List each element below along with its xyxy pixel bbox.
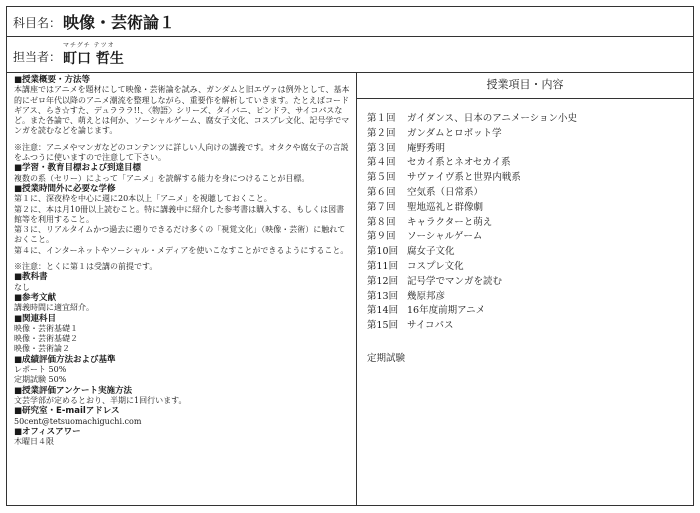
section-text: 講義時間に適宜紹介。	[14, 303, 94, 313]
schedule-item	[367, 216, 693, 231]
session-number: 第８回	[367, 216, 396, 228]
session-number: 第５回	[367, 172, 396, 184]
session-topic: セカイ系とネオセカイ系	[407, 157, 511, 169]
session-topic: サヴァイヴ系と世界内戦系	[407, 172, 521, 184]
section-heading: ■研究室・E-mailアドレス	[14, 406, 120, 417]
syllabus-sheet	[6, 6, 694, 506]
section-text: ※注意：アニメやマンガなどのコンテンツに詳しい人向けの講義です。オタクや腐女子の言説をふつうに使いますので注意して下さい。	[14, 142, 349, 163]
session-topic: 16年度前期アニメ	[407, 305, 486, 317]
section-text: 映像・芸術基礎２	[14, 334, 78, 344]
session-number: 第12回	[367, 275, 399, 287]
session-number: 第10回	[367, 246, 399, 258]
schedule-item	[367, 230, 693, 245]
session-topic: ガイダンス、日本のアニメーション小史	[407, 113, 577, 124]
schedule-item	[367, 260, 693, 275]
session-number: 第２回	[367, 127, 396, 139]
schedule-item	[367, 156, 693, 171]
section-text: 第４に、インターネットやソーシャル・メディアを使いこなすことができるようにすること。	[14, 245, 349, 255]
section-heading: ■オフィスアワー	[14, 426, 81, 437]
schedule-column	[357, 72, 693, 505]
session-topic: コスプレ文化	[407, 260, 464, 272]
session-number: 第１回	[367, 113, 396, 124]
section-text: なし	[14, 282, 30, 292]
section-text: 50cent@tetsuomachiguchi.com	[14, 416, 142, 426]
section-heading: ■教科書	[14, 272, 48, 283]
session-topic: 腐女子文化	[407, 246, 455, 258]
schedule-item	[367, 186, 693, 201]
teacher-label: 担当者：	[13, 50, 62, 64]
section-heading: ■成績評価方法および基準	[14, 354, 116, 365]
section-heading: ■関連科目	[14, 313, 57, 324]
session-topic: ソーシャルゲーム	[407, 231, 483, 243]
teacher-name: 町口 哲生	[63, 51, 124, 67]
section-heading: ■参考文献	[14, 292, 57, 303]
schedule-item	[367, 275, 693, 290]
schedule-heading: 授業項目・内容	[357, 72, 693, 99]
session-number: 第14回	[367, 305, 399, 317]
session-topic: 聖地巡礼と群像劇	[407, 201, 484, 213]
section-text: 第２に、本は月10冊以上読むこと。特に講義中に紹介した参考書は購入する、もしくは図書館等を利用すること。	[14, 204, 345, 224]
section-text: ※注意：とくに第１は受講の前提です。	[14, 262, 158, 272]
section-text: 第３に、リアルタイムかつ過去に遡りできるだけ多くの「視覚文化」（映像・芸術）に触れておくこと。	[14, 225, 346, 245]
course-details-column	[7, 72, 357, 505]
section-heading: ■授業時間外に必要な学修	[14, 183, 116, 194]
session-topic: 記号学でマンガを読む	[407, 275, 503, 287]
course-title-label: 科目名：	[13, 16, 62, 30]
schedule-item	[367, 171, 693, 186]
teacher-row	[7, 36, 693, 73]
section-heading: ■授業概要・方法等	[14, 75, 91, 85]
schedule-list	[357, 99, 693, 334]
teacher-name-reading: マチグチ テツオ	[63, 42, 115, 49]
session-topic: 庵野秀明	[407, 142, 446, 154]
final-exam-note: 定期試験	[367, 352, 406, 364]
section-text: 映像・芸術基礎１	[14, 323, 78, 333]
schedule-item	[367, 112, 693, 127]
session-number: 第６回	[367, 186, 396, 198]
section-text: 木曜日４限	[14, 437, 54, 447]
section-heading: ■授業評価アンケート実施方法	[14, 385, 133, 396]
session-number: 第４回	[367, 157, 396, 169]
course-title-row	[7, 7, 693, 37]
schedule-item	[367, 290, 693, 305]
session-number: 第13回	[367, 290, 399, 302]
session-topic: 空気系（日常系）	[407, 186, 484, 198]
schedule-item	[367, 245, 693, 260]
session-topic: ガンダムとロボット学	[407, 127, 502, 139]
section-text: 第１に、深夜枠を中心に週に20本以上「アニメ」を視聴しておくこと。	[14, 194, 272, 204]
section-text: 映像・芸術論２	[14, 344, 70, 354]
session-topic: 幾原邦彦	[407, 290, 446, 302]
section-text: 定期試験 50%	[14, 375, 67, 385]
section-text: 複数の系（セリー）によって「アニメ」を読解する能力を身につけることが目標。	[14, 173, 310, 183]
section-text: 文芸学部が定めるとおり、半期に1回行います。	[14, 395, 187, 405]
session-topic: サイコパス	[407, 320, 454, 332]
section-text: 本講座ではアニメを題材にして映像・芸術論を試み、ガンダムと旧エヴァは例外として、基本的にゼロ年代以降のアニメ潮流を整理しながら、重要作を解析していきます。たとえばコードギアス、らき☆すた、デュラララ!!、〈物語〉シリーズ、タイバニ、ピンドラ、サイコパスなど。また各論で、萌えとは何か、ソーシャルゲーム、腐女子文化、コスプレ文化、記号学でマンガを読むなどを論じます。	[14, 85, 350, 136]
session-number: 第９回	[367, 231, 396, 243]
course-title: 映像・芸術論１	[63, 13, 176, 32]
session-number: 第７回	[367, 201, 396, 213]
section-text: レポート 50%	[14, 365, 67, 375]
session-topic: キャラクターと萌え	[407, 216, 493, 228]
schedule-item	[367, 142, 693, 157]
schedule-item	[367, 201, 693, 216]
section-heading: ■学習・教育目標および到達目標	[14, 163, 142, 174]
session-number: 第11回	[367, 260, 399, 272]
schedule-item	[367, 127, 693, 142]
schedule-item	[367, 319, 693, 334]
session-number: 第３回	[367, 142, 396, 154]
schedule-item	[367, 304, 693, 319]
session-number: 第15回	[367, 320, 399, 332]
